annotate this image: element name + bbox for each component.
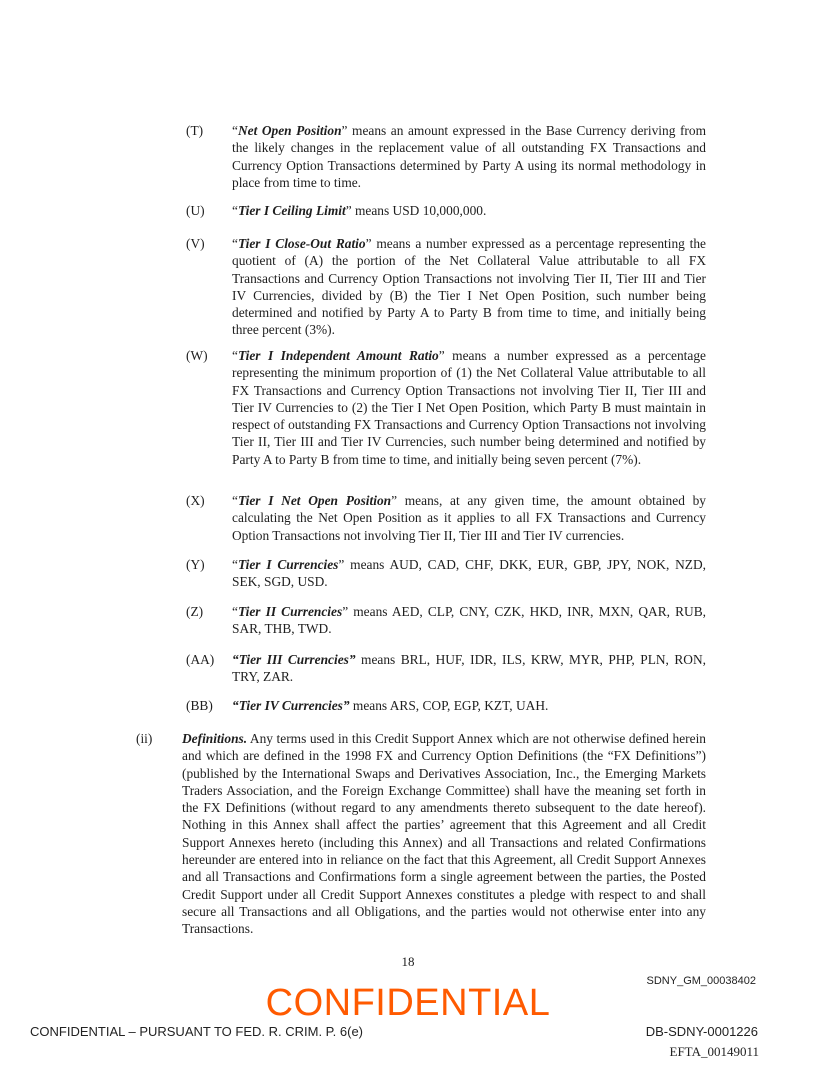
definition-term: Net Open Position	[237, 123, 342, 138]
definition-term: Tier I Close-Out Ratio	[237, 236, 366, 251]
bates-number-efta: EFTA_00149011	[669, 1044, 759, 1059]
definition-label: (U)	[186, 203, 205, 218]
definition-text: means, at any given time, the amount obtained by calculating the Net Open Position as it applies to all FX Transactions and Currency Option Transactions not involving Tier II, Tier III and Tier IV currencies.	[232, 493, 707, 543]
definition-text: means AUD, CAD, CHF, DKK, EUR, GBP, JPY, NOK, NZD, SEK, SGD, USD.	[232, 557, 706, 590]
paragraph-text: Any terms used in this Credit Support Annex which are not otherwise defined herein and which are defined in the 1998 FX and Currency Option Definitions (the “FX Definitions”) (published by the International Swaps and Derivatives Association, Inc., the Emerging Markets Traders Association, and the Foreign Exchange Committee) shall have the meaning set forth in the FX Definitions (without regard to any amendments thereto subsequent to the date hereof). Nothing in this Annex shall affect the parties’ agreement that this Agreement and all Credit Support Annexes hereto (including this Annex) and all Transactions and related Confirmations hereunder are entered into in reliance on the fact that this Agreement, all Credit Support Annexes and all Transactions and Confirmations form a single agreement between the parties, the Posted Credit Support under all Credit Support Annexes constitutes a pledge with respect to and shall secure all Transactions and all Obligations, and the parties would not otherwise enter into any Transactions.	[182, 731, 706, 937]
definition-label: (BB)	[186, 698, 213, 713]
bates-number-db: DB-SDNY-0001226	[645, 1024, 758, 1039]
paragraph-label: (ii)	[136, 731, 153, 746]
definition-text: means a number expressed as a percentage representing the minimum proportion of (1) the Net Collateral Value attributable to all FX Transactions and Currency Option Transactions not involving Tier II, Tier III and Tier IV Currencies to (2) the Tier I Net Open Position, which Party B must maintain in respect of outstanding FX Transactions and Currency Option Transactions not involving Tier II, Tier III and Tier IV Currencies, such number being determined and notified by Party A to Party B from time to time, and initially being seven percent (7%).	[232, 348, 706, 467]
definition-text: means an amount expressed in the Base Currency deriving from the likely changes in the replacement value of all outstanding FX Transactions and Currency Option Transactions determined by Party A using its normal methodology in place from time to time.	[232, 123, 706, 190]
definition-text: means AED, CLP, CNY, CZK, HKD, INR, MXN, QAR, RUB, SAR, THB, TWD.	[232, 604, 706, 637]
definition-text: means USD 10,000,000.	[351, 203, 487, 218]
definition-label: (Z)	[186, 604, 204, 619]
definition-term: Tier I Ceiling Limit	[237, 203, 346, 218]
definition-label: (T)	[186, 123, 204, 138]
definition-label: (W)	[186, 348, 208, 363]
definition-item: (Y) “Tier I Currencies” means AUD, CAD, CHF, DKK, EUR, GBP, JPY, NOK, NZD, SEK, SGD, USD.	[186, 557, 706, 590]
definition-item	[186, 651, 706, 686]
definitions-paragraph	[136, 730, 706, 938]
definition-term: Tier I Net Open Position	[237, 493, 392, 508]
confidential-notice: CONFIDENTIAL – PURSUANT TO FED. R. CRIM. P. 6(e)	[30, 1024, 364, 1039]
definition-item: (T) “Net Open Position” means an amount expressed in the Base Currency deriving from the likely changes in the replacement value of all outstanding FX Transactions and Currency Option Transactions determined by Party A using its normal methodology in place from time to time.	[186, 123, 706, 190]
definition-term: Tier I Currencies	[237, 557, 339, 572]
definition-item: (W) “Tier I Independent Amount Ratio” means a number expressed as a percentage representing the minimum proportion of (1) the Net Collateral Value attributable to all FX Transactions and Currency Option Transactions not involving Tier II, Tier III and Tier IV Currencies to (2) the Tier I Net Open Position, which Party B must maintain in respect of outstanding FX Transactions and Currency Option Transactions not involving Tier II, Tier III and Tier IV Currencies, such number being determined and notified by Party A to Party B from time to time, and initially being seven percent (7%).	[186, 348, 706, 467]
definition-label: (Y)	[186, 557, 205, 572]
definition-label: (X)	[186, 493, 205, 508]
definition-item: (X) “Tier I Net Open Position” means, at any given time, the amount obtained by calculating the Net Open Position as it applies to all FX Transactions and Currency Option Transactions not involving Tier II, Tier III and Tier IV currencies.	[186, 493, 707, 543]
definition-term: Tier II Currencies	[237, 604, 343, 619]
definition-text: means ARS, COP, EGP, KZT, UAH.	[349, 698, 549, 713]
paragraph-heading: Definitions.	[182, 731, 248, 746]
definition-item: (Z) “Tier II Currencies” means AED, CLP, CNY, CZK, HKD, INR, MXN, QAR, RUB, SAR, THB, TWD.	[186, 604, 706, 637]
definition-item: (V) “Tier I Close-Out Ratio” means a number expressed as a percentage representing the quotient of (A) the portion of the Net Collateral Value attributable to all FX Transactions and Currency Option Transactions not involving Tier II, Tier III and Tier IV Currencies, divided by (B) the Tier I Net Open Position, such number being determined and notified by Party A to Party B from time to time, and initially being three percent (3%).	[186, 236, 706, 338]
definition-text: means BRL, HUF, IDR, ILS, KRW, MYR, PHP, PLN, RON, TRY, ZAR.	[232, 652, 706, 685]
definition-term: “Tier IV Currencies”	[232, 698, 350, 713]
definition-label: (V)	[186, 236, 205, 251]
definition-text: means a number expressed as a percentage representing the quotient of (A) the portion of the Net Collateral Value attributable to all FX Transactions and Currency Option Transactions not involving Tier II, Tier III and Tier IV Currencies, divided by (B) the Tier I Net Open Position, such number being determined and notified by Party A to Party B from time to time, and initially being three percent (3%).	[232, 236, 706, 338]
definition-item	[186, 697, 706, 714]
page-number: 18	[401, 954, 415, 969]
definition-term: Tier I Independent Amount Ratio	[237, 348, 439, 363]
confidential-stamp: CONFIDENTIAL	[265, 982, 551, 1024]
definition-term: “Tier III Currencies”	[232, 652, 356, 667]
definition-item: (U) “Tier I Ceiling Limit” means USD 10,000,000.	[186, 203, 487, 218]
definition-label: (AA)	[186, 652, 215, 667]
bates-number-sdny: SDNY_GM_00038402	[646, 975, 756, 987]
